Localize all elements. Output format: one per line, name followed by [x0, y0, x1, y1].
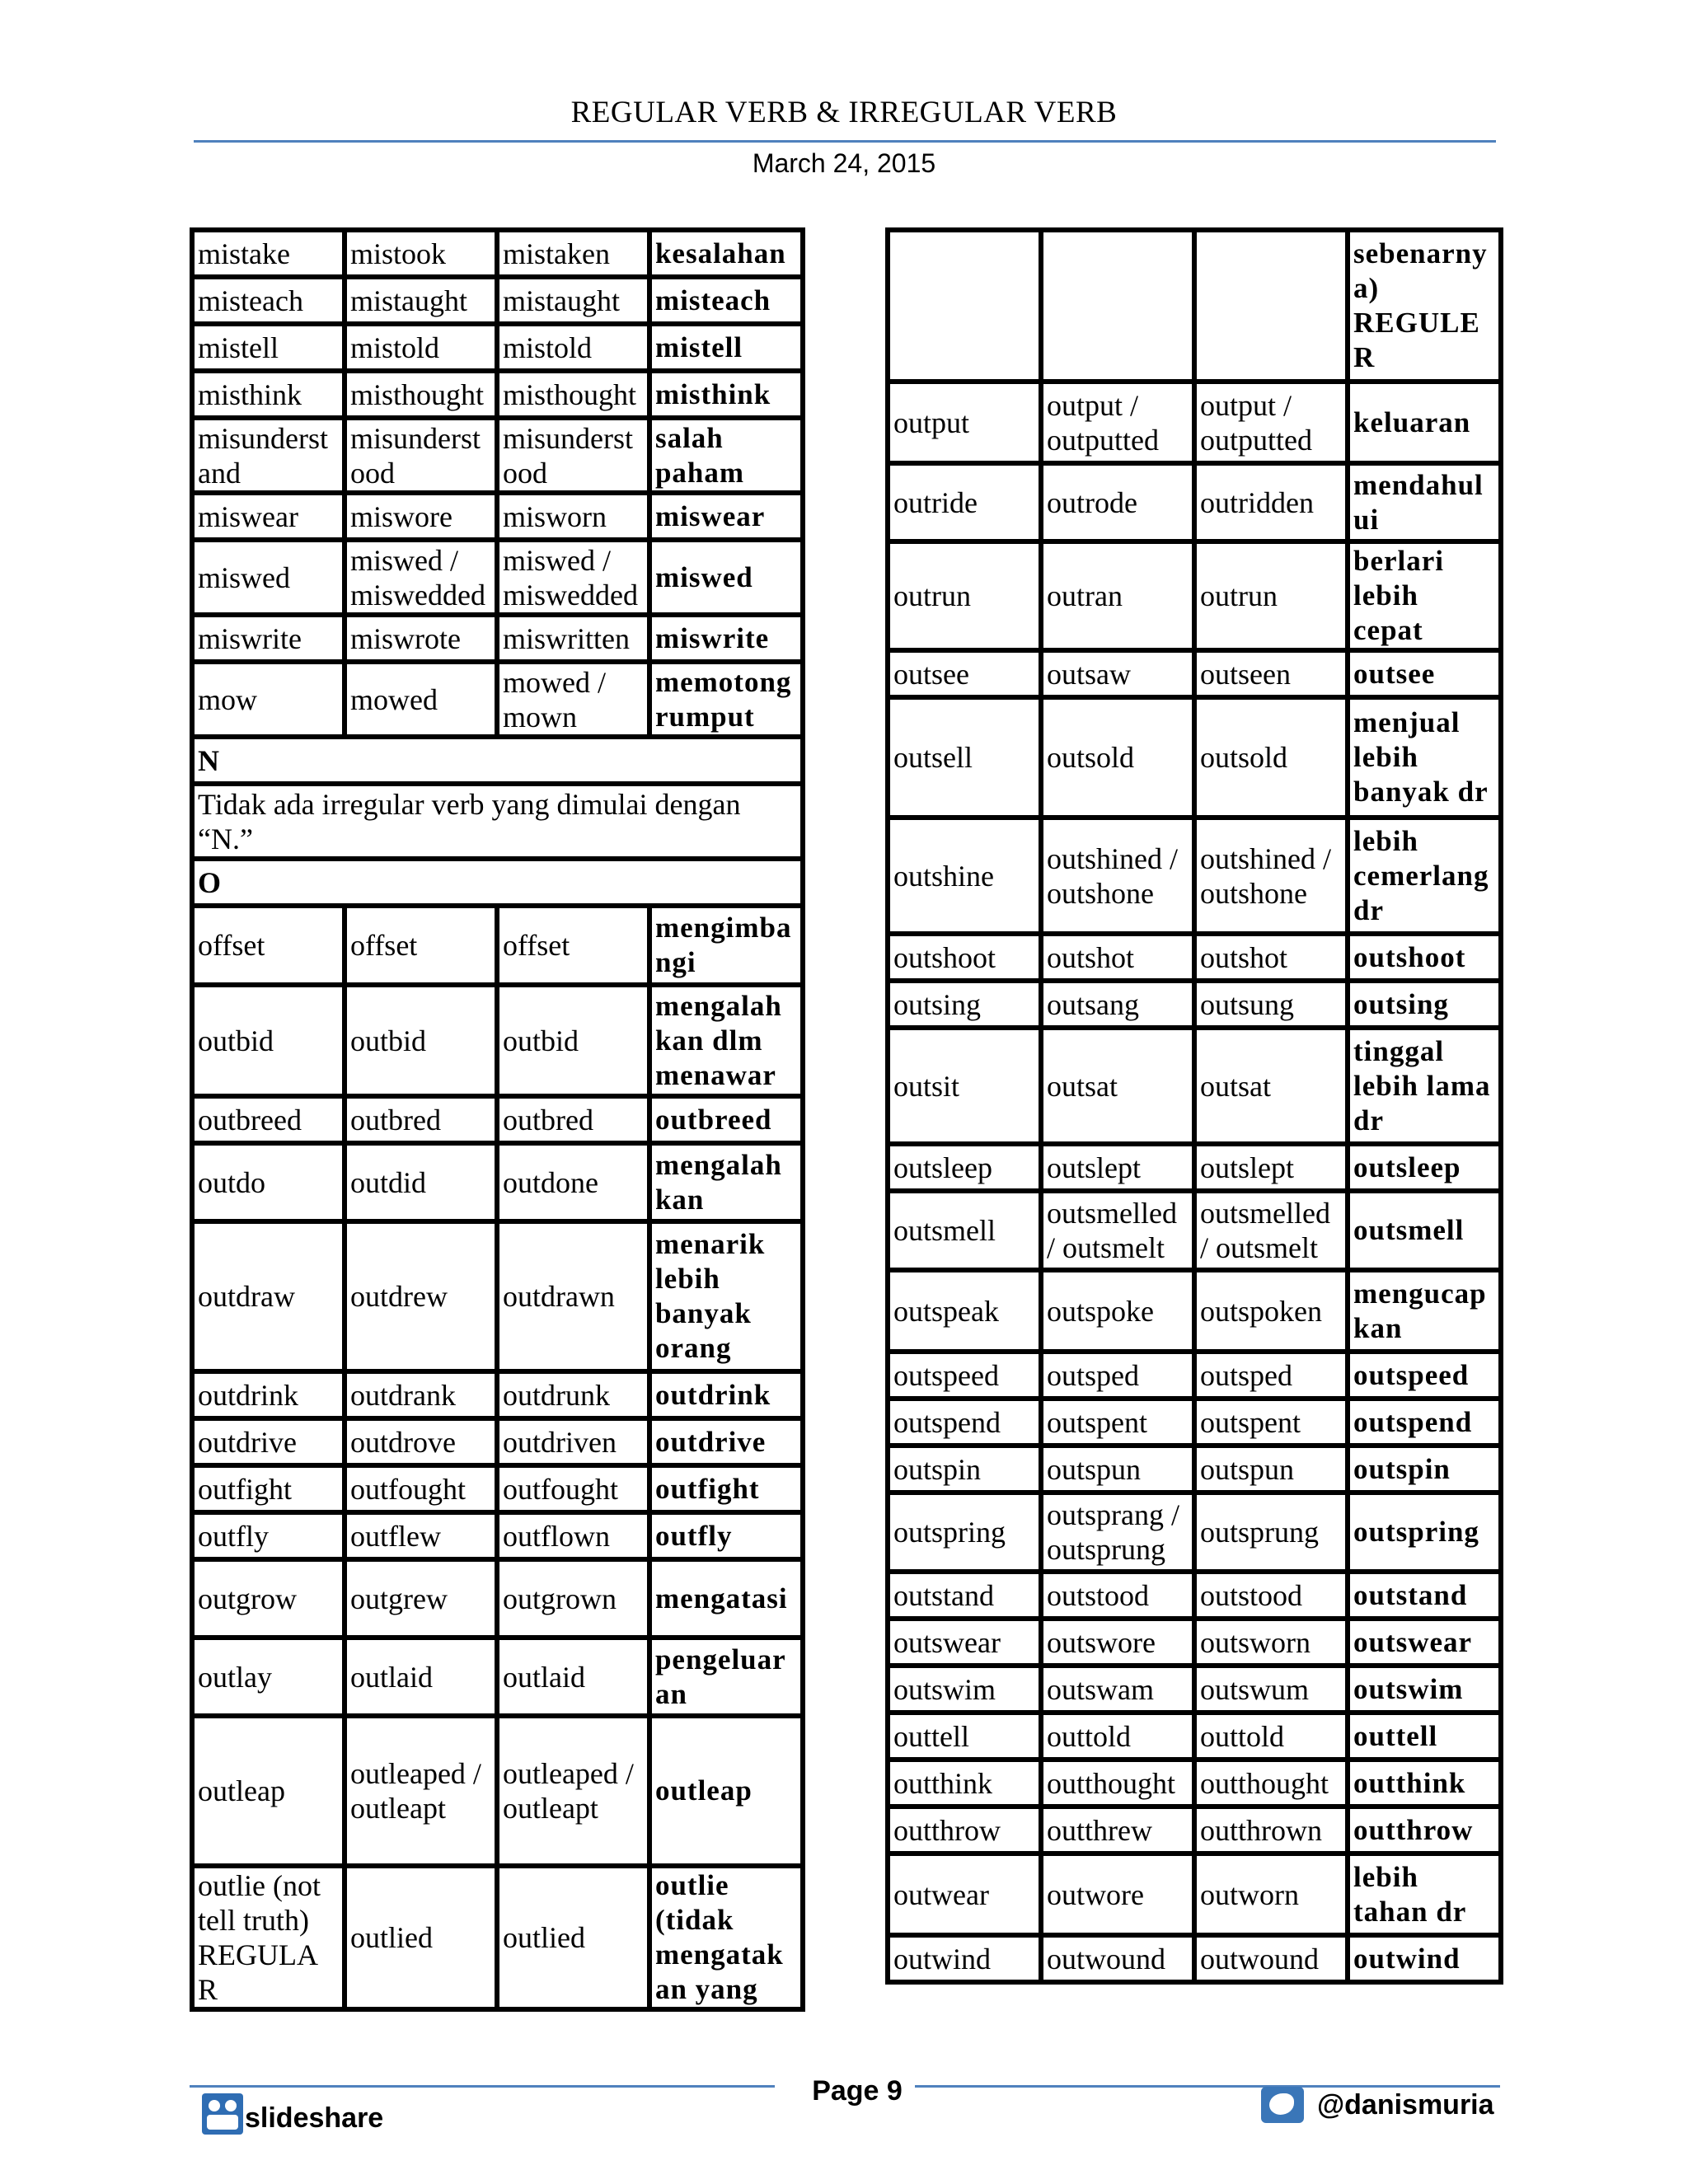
meaning-cell: outspin	[1348, 1446, 1501, 1493]
past-form-cell: outshined / outshone	[1041, 818, 1194, 934]
participle-form-cell	[1194, 230, 1348, 382]
past-form-cell: outfought	[345, 1465, 497, 1512]
past-form-cell: outstood	[1041, 1572, 1194, 1619]
past-form-cell: outthought	[1041, 1760, 1194, 1807]
participle-form-cell: outflown	[497, 1512, 649, 1559]
table-row	[192, 493, 803, 540]
section-letter: N	[192, 737, 803, 784]
participle-form-cell: outsped	[1194, 1352, 1348, 1399]
meaning-cell: memotong rumput	[649, 662, 803, 737]
meaning-cell: outlie (tidak mengatak an yang	[649, 1866, 803, 2009]
table-row	[192, 1371, 803, 1418]
base-form-cell: outdo	[192, 1143, 345, 1221]
participle-form-cell: outbid	[497, 985, 649, 1096]
base-form-cell: outfly	[192, 1512, 345, 1559]
past-form-cell: outbid	[345, 985, 497, 1096]
participle-form-cell: outdrawn	[497, 1221, 649, 1371]
meaning-cell: outleap	[649, 1716, 803, 1866]
participle-form-cell: mistaught	[497, 277, 649, 324]
meaning-cell: outsmell	[1348, 1191, 1501, 1270]
past-form-cell: outrode	[1041, 463, 1194, 541]
past-form-cell: outdrank	[345, 1371, 497, 1418]
base-form-cell: outshine	[888, 818, 1041, 934]
past-form-cell: outran	[1041, 541, 1194, 650]
participle-form-cell: outshined / outshone	[1194, 818, 1348, 934]
table-row	[888, 818, 1501, 934]
participle-form-cell: misunderst ood	[497, 418, 649, 493]
verb-table-left	[190, 227, 805, 2012]
base-form-cell: mistake	[192, 230, 345, 277]
table-row	[888, 1935, 1501, 1982]
past-form-cell: outwore	[1041, 1854, 1194, 1935]
twitter-handle[interactable]	[1261, 2087, 1494, 2123]
meaning-cell: outspend	[1348, 1399, 1501, 1446]
base-form-cell: outswear	[888, 1619, 1041, 1666]
meaning-cell: outthink	[1348, 1760, 1501, 1807]
meaning-cell: sebenarny a) REGULE R	[1348, 230, 1501, 382]
meaning-cell: pengeluar an	[649, 1638, 803, 1716]
base-form-cell: outride	[888, 463, 1041, 541]
past-form-cell: outsaw	[1041, 650, 1194, 697]
meaning-cell: outsee	[1348, 650, 1501, 697]
table-row	[888, 382, 1501, 463]
past-form-cell: mistaught	[345, 277, 497, 324]
base-form-cell: outspin	[888, 1446, 1041, 1493]
past-form-cell: outsold	[1041, 697, 1194, 818]
meaning-cell: outshoot	[1348, 934, 1501, 981]
table-row	[888, 1572, 1501, 1619]
participle-form-cell: outthought	[1194, 1760, 1348, 1807]
base-form-cell: outwind	[888, 1935, 1041, 1982]
document-title: REGULAR VERB & IRREGULAR VERB	[570, 96, 1118, 129]
base-form-cell: outlay	[192, 1638, 345, 1716]
base-form-cell: outspeak	[888, 1270, 1041, 1352]
table-row	[888, 1807, 1501, 1854]
participle-form-cell: outfought	[497, 1465, 649, 1512]
past-form-cell: outwound	[1041, 1935, 1194, 1982]
participle-form-cell: outdrunk	[497, 1371, 649, 1418]
table-row	[888, 650, 1501, 697]
base-form-cell: offset	[192, 906, 345, 985]
table-row	[192, 1716, 803, 1866]
participle-form-cell: outthrown	[1194, 1807, 1348, 1854]
table-row	[888, 1446, 1501, 1493]
base-form-cell: outspeed	[888, 1352, 1041, 1399]
participle-form-cell: outleaped / outleapt	[497, 1716, 649, 1866]
meaning-cell: mendahul ui	[1348, 463, 1501, 541]
meaning-cell: outdrive	[649, 1418, 803, 1465]
past-form-cell: outswam	[1041, 1666, 1194, 1713]
participle-form-cell: outlied	[497, 1866, 649, 2009]
meaning-cell: mengimba ngi	[649, 906, 803, 985]
meaning-cell: miswrite	[649, 615, 803, 662]
base-form-cell: outspring	[888, 1493, 1041, 1572]
table-row	[192, 1512, 803, 1559]
base-form-cell: outsleep	[888, 1144, 1041, 1191]
past-form-cell: outshot	[1041, 934, 1194, 981]
table-row	[888, 697, 1501, 818]
table-row	[192, 1559, 803, 1638]
table-row	[192, 859, 803, 906]
footer-rule-left	[190, 2085, 775, 2088]
past-form-cell: outgrew	[345, 1559, 497, 1638]
table-row	[888, 1666, 1501, 1713]
past-form-cell: outleaped / outleapt	[345, 1716, 497, 1866]
participle-form-cell: output / outputted	[1194, 382, 1348, 463]
table-row	[192, 418, 803, 493]
meaning-cell: outtell	[1348, 1713, 1501, 1760]
past-form-cell: outsat	[1041, 1028, 1194, 1144]
meaning-cell: misteach	[649, 277, 803, 324]
table-row	[192, 1866, 803, 2009]
base-form-cell: outleap	[192, 1716, 345, 1866]
participle-form-cell: outspoken	[1194, 1270, 1348, 1352]
table-row	[192, 1221, 803, 1371]
past-form-cell: offset	[345, 906, 497, 985]
past-form-cell: outdrew	[345, 1221, 497, 1371]
past-form-cell: outsmelled / outsmelt	[1041, 1191, 1194, 1270]
base-form-cell: misthink	[192, 371, 345, 418]
base-form-cell: miswed	[192, 540, 345, 615]
participle-form-cell: outswum	[1194, 1666, 1348, 1713]
participle-form-cell: outslept	[1194, 1144, 1348, 1191]
base-form-cell: outstand	[888, 1572, 1041, 1619]
meaning-cell: outthrow	[1348, 1807, 1501, 1854]
participle-form-cell: miswed / miswedded	[497, 540, 649, 615]
document-date: March 24, 2015	[752, 148, 936, 178]
past-form-cell: outsang	[1041, 981, 1194, 1028]
meaning-cell: miswed	[649, 540, 803, 615]
table-row	[888, 1713, 1501, 1760]
base-form-cell: outsmell	[888, 1191, 1041, 1270]
table-row	[192, 230, 803, 277]
meaning-cell: menjual lebih banyak dr	[1348, 697, 1501, 818]
base-form-cell: outwear	[888, 1854, 1041, 1935]
base-form-cell: outdraw	[192, 1221, 345, 1371]
meaning-cell: salah paham	[649, 418, 803, 493]
slideshare-logo-icon	[202, 2093, 243, 2135]
base-form-cell: output	[888, 382, 1041, 463]
base-form-cell: outtell	[888, 1713, 1041, 1760]
participle-form-cell: outdone	[497, 1143, 649, 1221]
past-form-cell: mistold	[345, 324, 497, 371]
past-form-cell	[1041, 230, 1194, 382]
base-form-cell: mow	[192, 662, 345, 737]
participle-form-cell: outspent	[1194, 1399, 1348, 1446]
base-form-cell: outdrive	[192, 1418, 345, 1465]
table-row	[192, 371, 803, 418]
table-row	[888, 1854, 1501, 1935]
table-row	[192, 540, 803, 615]
base-form-cell: misteach	[192, 277, 345, 324]
meaning-cell: tinggal lebih lama dr	[1348, 1028, 1501, 1144]
page-number: Page 9	[812, 2075, 903, 2107]
meaning-cell: outbreed	[649, 1096, 803, 1143]
participle-form-cell: outsmelled / outsmelt	[1194, 1191, 1348, 1270]
meaning-cell: outswear	[1348, 1619, 1501, 1666]
table-row	[888, 1619, 1501, 1666]
table-row	[192, 662, 803, 737]
slideshare-brand[interactable]	[202, 2093, 383, 2135]
meaning-cell: mengatasi	[649, 1559, 803, 1638]
twitter-bird-icon	[1261, 2087, 1304, 2123]
meaning-cell: outstand	[1348, 1572, 1501, 1619]
meaning-cell: outspring	[1348, 1493, 1501, 1572]
meaning-cell: misthink	[649, 371, 803, 418]
base-form-cell: outthrow	[888, 1807, 1041, 1854]
base-form-cell: outshoot	[888, 934, 1041, 981]
table-row	[888, 1270, 1501, 1352]
meaning-cell: outswim	[1348, 1666, 1501, 1713]
participle-form-cell: outsprung	[1194, 1493, 1348, 1572]
participle-form-cell: miswritten	[497, 615, 649, 662]
meaning-cell: berlari lebih cepat	[1348, 541, 1501, 650]
twitter-handle-label: @danismuria	[1317, 2088, 1494, 2121]
past-form-cell: outspent	[1041, 1399, 1194, 1446]
table-row	[192, 277, 803, 324]
table-row	[192, 1465, 803, 1512]
header-rule	[194, 140, 1496, 143]
participle-form-cell: misthought	[497, 371, 649, 418]
participle-form-cell: outrun	[1194, 541, 1348, 650]
table-row	[192, 615, 803, 662]
base-form-cell: miswear	[192, 493, 345, 540]
participle-form-cell: outtold	[1194, 1713, 1348, 1760]
meaning-cell: lebih tahan dr	[1348, 1854, 1501, 1935]
past-form-cell: output / outputted	[1041, 382, 1194, 463]
past-form-cell: miswrote	[345, 615, 497, 662]
table-row	[888, 1493, 1501, 1572]
table-row	[888, 541, 1501, 650]
meaning-cell: outfly	[649, 1512, 803, 1559]
verb-table-right-body	[888, 230, 1501, 1982]
base-form-cell: outfight	[192, 1465, 345, 1512]
base-form-cell: outsit	[888, 1028, 1041, 1144]
section-note: Tidak ada irregular verb yang dimulai dengan “N.”	[192, 784, 803, 859]
past-form-cell: outswore	[1041, 1619, 1194, 1666]
table-row	[192, 985, 803, 1096]
past-form-cell: outthrew	[1041, 1807, 1194, 1854]
participle-form-cell: misworn	[497, 493, 649, 540]
base-form-cell: outdrink	[192, 1371, 345, 1418]
meaning-cell: mengalah kan	[649, 1143, 803, 1221]
verb-table-right	[885, 227, 1503, 1985]
participle-form-cell: mistold	[497, 324, 649, 371]
table-row	[192, 1096, 803, 1143]
base-form-cell	[888, 230, 1041, 382]
table-row	[888, 981, 1501, 1028]
meaning-cell: mistell	[649, 324, 803, 371]
past-form-cell: outtold	[1041, 1713, 1194, 1760]
past-form-cell: outbred	[345, 1096, 497, 1143]
meaning-cell: kesalahan	[649, 230, 803, 277]
table-row	[888, 1399, 1501, 1446]
meaning-cell: outfight	[649, 1465, 803, 1512]
base-form-cell: miswrite	[192, 615, 345, 662]
table-row	[888, 934, 1501, 981]
slideshare-label: slideshare	[245, 2102, 384, 2134]
past-form-cell: outspun	[1041, 1446, 1194, 1493]
table-row	[192, 1418, 803, 1465]
past-form-cell: miswore	[345, 493, 497, 540]
table-row	[192, 324, 803, 371]
base-form-cell: mistell	[192, 324, 345, 371]
base-form-cell: outlie (not tell truth) REGULA R	[192, 1866, 345, 2009]
participle-form-cell: outseen	[1194, 650, 1348, 697]
base-form-cell: outrun	[888, 541, 1041, 650]
past-form-cell: mowed	[345, 662, 497, 737]
meaning-cell: mengalah kan dlm menawar	[649, 985, 803, 1096]
meaning-cell: lebih cemerlang dr	[1348, 818, 1501, 934]
participle-form-cell: outsung	[1194, 981, 1348, 1028]
participle-form-cell: outbred	[497, 1096, 649, 1143]
table-row	[888, 1028, 1501, 1144]
table-row	[888, 1144, 1501, 1191]
participle-form-cell: outlaid	[497, 1638, 649, 1716]
past-form-cell: outsprang / outsprung	[1041, 1493, 1194, 1572]
past-form-cell: miswed / miswedded	[345, 540, 497, 615]
base-form-cell: misunderst and	[192, 418, 345, 493]
base-form-cell: outsell	[888, 697, 1041, 818]
past-form-cell: outslept	[1041, 1144, 1194, 1191]
base-form-cell: outsing	[888, 981, 1041, 1028]
base-form-cell: outswim	[888, 1666, 1041, 1713]
past-form-cell: outlied	[345, 1866, 497, 2009]
participle-form-cell: mowed / mown	[497, 662, 649, 737]
participle-form-cell: outridden	[1194, 463, 1348, 541]
base-form-cell: outsee	[888, 650, 1041, 697]
table-row	[192, 737, 803, 784]
base-form-cell: outgrow	[192, 1559, 345, 1638]
table-row	[888, 1760, 1501, 1807]
past-form-cell: outlaid	[345, 1638, 497, 1716]
participle-form-cell: outsold	[1194, 697, 1348, 818]
meaning-cell: miswear	[649, 493, 803, 540]
verb-table-left-body	[192, 230, 803, 2009]
meaning-cell: menarik lebih banyak orang	[649, 1221, 803, 1371]
base-form-cell: outthink	[888, 1760, 1041, 1807]
table-row	[192, 906, 803, 985]
participle-form-cell: outsat	[1194, 1028, 1348, 1144]
participle-form-cell: outdriven	[497, 1418, 649, 1465]
section-letter: O	[192, 859, 803, 906]
past-form-cell: outsped	[1041, 1352, 1194, 1399]
meaning-cell: outspeed	[1348, 1352, 1501, 1399]
meaning-cell: keluaran	[1348, 382, 1501, 463]
participle-form-cell: outstood	[1194, 1572, 1348, 1619]
meaning-cell: outwind	[1348, 1935, 1501, 1982]
table-row	[192, 1638, 803, 1716]
past-form-cell: misthought	[345, 371, 497, 418]
participle-form-cell: outsworn	[1194, 1619, 1348, 1666]
base-form-cell: outbid	[192, 985, 345, 1096]
meaning-cell: mengucap kan	[1348, 1270, 1501, 1352]
base-form-cell: outspend	[888, 1399, 1041, 1446]
base-form-cell: outbreed	[192, 1096, 345, 1143]
past-form-cell: outflew	[345, 1512, 497, 1559]
past-form-cell: outspoke	[1041, 1270, 1194, 1352]
table-row	[888, 1352, 1501, 1399]
meaning-cell: outsing	[1348, 981, 1501, 1028]
meaning-cell: outsleep	[1348, 1144, 1501, 1191]
participle-form-cell: outshot	[1194, 934, 1348, 981]
meaning-cell: outdrink	[649, 1371, 803, 1418]
past-form-cell: outdrove	[345, 1418, 497, 1465]
participle-form-cell: offset	[497, 906, 649, 985]
participle-form-cell: outgrown	[497, 1559, 649, 1638]
past-form-cell: outdid	[345, 1143, 497, 1221]
table-row	[192, 1143, 803, 1221]
participle-form-cell: outwound	[1194, 1935, 1348, 1982]
past-form-cell: mistook	[345, 230, 497, 277]
table-row	[888, 463, 1501, 541]
past-form-cell: misunderst ood	[345, 418, 497, 493]
table-row	[192, 784, 803, 859]
participle-form-cell: outspun	[1194, 1446, 1348, 1493]
table-row	[888, 230, 1501, 382]
table-row	[888, 1191, 1501, 1270]
participle-form-cell: outworn	[1194, 1854, 1348, 1935]
participle-form-cell: mistaken	[497, 230, 649, 277]
